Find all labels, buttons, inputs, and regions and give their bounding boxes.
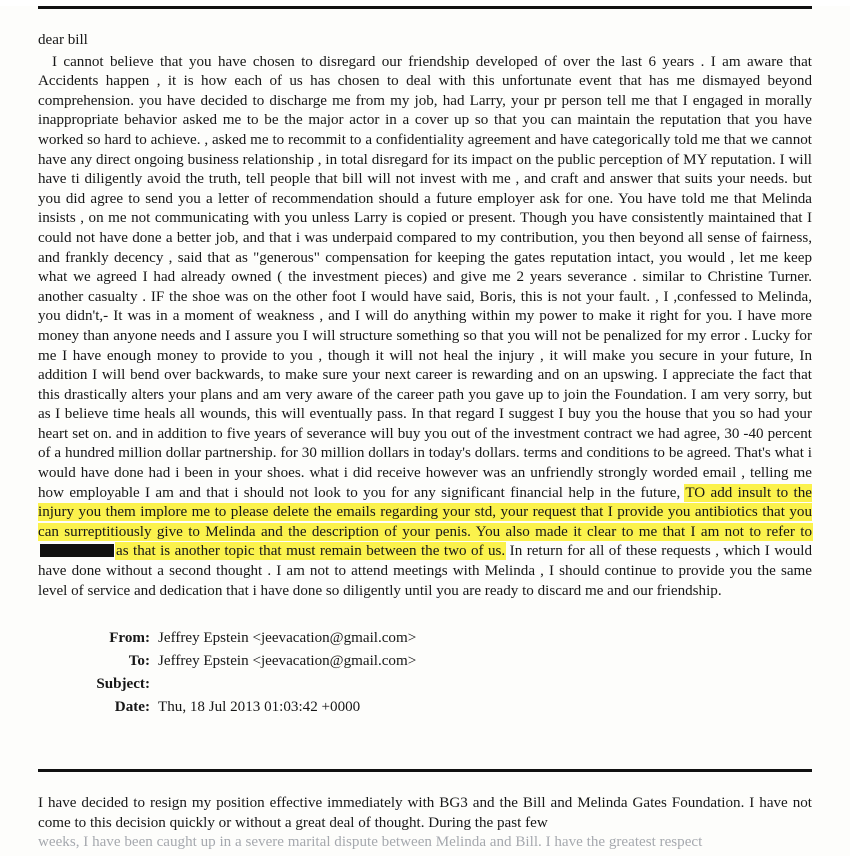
header-label-from: From:: [109, 630, 150, 647]
header-row-date: [38, 696, 812, 719]
header-label-to: To:: [128, 653, 150, 670]
header-row-from: [38, 627, 812, 650]
header-value-date: Thu, 18 Jul 2013 01:03:42 +0000: [158, 699, 361, 716]
top-divider-rule: [38, 6, 812, 9]
salutation: dear bill: [38, 32, 88, 48]
redaction-box: [40, 544, 114, 557]
next-message-text-cut: weeks, I have been caught up in a severe marital dispute between Melinda and Bill. I have the greatest respect: [38, 834, 703, 851]
letter-text-part-1: I cannot believe that you have chosen to disregard our friendship developed of over the last 6 years . I am aware that Accidents happen , it is how each of us has chosen to deal with this unfortunate event that has me dismayed beyond comprehension. you have decided to discharge me from my job, had Larry, your pr person tell me that I engaged in morally inappropriate behavior asked me to be the major actor in a cover up so that you can maintain the reputation that you have worked so hard to achieve. , asked me to recommit to a confidentiality agreement and have categorically told me that we cannot have any direct ongoing business relationship , in total disregard for its impact on the public perception of MY reputation. I will have ti diligently avoid the truth, tell people that bill will not invest with me , and craft and answer that suits your needs. but you did agree to send you a letter of recommendation should a future employer ask for one. You have told me that Melinda insists , on me not communicating with you unless Larry is copied or present. Though you have consistently maintained that I could not have done a better job, and that i was underpaid compared to my contribution, you then beyond all sense of fairness, and frankly decency , said that as "generous" compensation for keeping the gates reputation intact, you would , let me keep what we agreed I had already owned ( the investment pieces) and give me 2 years severance . similar to Christine Turner. another casualty . IF the shoe was on the other foot I would have said, Boris, this is not your fault. , I ,confessed to Melinda, you didn't,- It was in a moment of weakness , and I will do anything within my power to make it right for you. I have more money than anyone needs and I assure you I will structure something so that you will not be penalized for my error . Lucky for me I have enough money to provide to you , though it will not heal the injury , it will make you secure in your future, In addition I will bend over backwards, to make sure your next career is rewarding and on an upswing. I appreciate the fact that this drastically alters your plans and am very aware of the career path you gave up to join the Foundation. I am very sorry, but as I believe time heals all wounds, this will eventually pass. In that regard I suggest I buy you the house that you so had your heart set on. and in addition to five years of severance will buy you out of the investment contract we had agree, 30 -40 percent of a hundred million dollar partnership. for 30 million dollars in today's dollars. terms and conditions to be agreed. That's what i would have done had i been in your shoes. what i did receive however was an unfriendly strongly worded email , telling me how employable I am and that i should not look to you for any significant financial help in the future,: [38, 53, 812, 501]
highlighted-text-2: as that is another topic that must remain between the two of us.: [116, 543, 506, 560]
highlighted-text-1: TO add insult to the injury you them implore me to please delete the emails regarding your std, your request that I provide you antibiotics that you can surreptitiously give to Melinda and the description of your penis. You also made it clear to me that I am not to refer to: [38, 484, 812, 540]
document-page: [0, 6, 850, 856]
next-message-body: [38, 794, 812, 859]
letter-paragraph: [38, 53, 812, 602]
header-value-to: Jeffrey Epstein <jeevacation@gmail.com>: [158, 653, 417, 670]
next-message-text: I have decided to resign my position effective immediately with BG3 and the Bill and Melinda Gates Foundation. I have not come to this decision quickly or without a great deal of thought. During the past few: [38, 795, 812, 831]
header-label-subject: Subject:: [96, 676, 150, 693]
header-value-from: Jeffrey Epstein <jeevacation@gmail.com>: [158, 630, 417, 647]
email-header-block: [38, 627, 812, 719]
bottom-divider-rule: [38, 769, 812, 772]
header-label-date: Date:: [114, 699, 150, 716]
letter-text-part-2: In return for all of these requests , which I would have done without a second thought . I am not to attend meetings with Melinda , I should continue to provide you the same level of service and dedication that i have done so diligently until you are ready to discard me and our friendship.: [38, 543, 812, 599]
header-row-subject: [38, 673, 812, 696]
letter-body: [38, 31, 812, 601]
header-row-to: [38, 650, 812, 673]
